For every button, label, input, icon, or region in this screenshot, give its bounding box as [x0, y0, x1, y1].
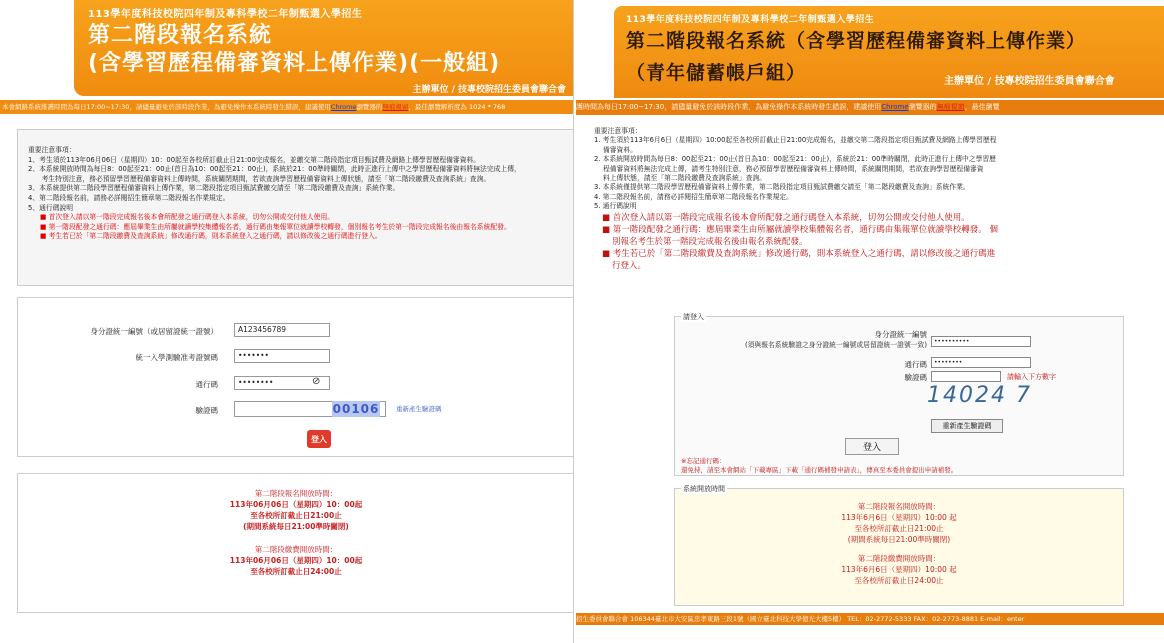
login-form: [17, 297, 574, 457]
id-number-label: 身分證統一編號: [874, 330, 927, 339]
login-button[interactable]: 登入: [307, 430, 331, 448]
notice-item: 1、考生須於113年06月06日（星期四）10：00起至各校所訂截止日21:00完成報名，並繳交第二階段指定項目甄試費及網路上傳學習歷程備審資料。: [28, 155, 481, 164]
marquee-text2: 瀏覽器的: [908, 103, 937, 111]
login-button[interactable]: 登入: [845, 438, 899, 455]
captcha-label: 驗證碼: [904, 373, 927, 382]
schedule-legend: 系統開放時間: [683, 485, 725, 493]
notice-bullet: ■ 首次登入請以第一階段完成報名後本會所配發之通行碼登入本系統，切勿公開或交付他人使用。: [40, 213, 335, 222]
notice-bullet: ■ 考生若已於「第二階段繳費及查詢系統」修改通行碼，則本系統登入之通行碼，請以修改後之通行碼進: [602, 248, 996, 259]
page-title-line2: (含學習歷程備審資料上傳作業)(一般組): [88, 51, 501, 76]
captcha-image: 14024 7: [927, 383, 1032, 408]
notice-item: 備審資料。: [594, 145, 637, 154]
notice-item: 5、通行碼說明: [28, 203, 74, 212]
registration-period-title: 第二階段報名開放時間：: [254, 489, 338, 498]
maintenance-marquee: [576, 100, 1164, 115]
passcode-label: 通行碼: [904, 360, 927, 369]
page-title-line2: （青年儲蓄帳戶組）: [626, 62, 807, 84]
id-number-input[interactable]: ••••••••••: [931, 336, 1031, 347]
registration-end: 至各校所訂截止日21:00止: [854, 524, 944, 533]
payment-start: 113年06月06日（星期四）10：00起: [229, 556, 363, 565]
captcha-hint: 請輸入下方數字: [1007, 373, 1056, 381]
captcha-label: 驗證碼: [195, 406, 218, 415]
registration-start: 113年06月06日（星期四）10：00起: [229, 500, 363, 509]
page-title-line1: 第二階段報名系統（含學習歷程備審資料上傳作業）: [626, 30, 1087, 52]
notice-heading: 重要注意事項：: [28, 146, 76, 154]
marquee-text2: 瀏覽器的: [356, 103, 383, 111]
login-fieldset: [674, 313, 1124, 476]
youth-savings-group-page: [576, 0, 1164, 643]
registration-start: 113年6月6日（星期四）10:00 起: [841, 513, 957, 522]
marquee-text: 本會網路系統維護時間為每日17:00~17:30，請儘量避免於該時段作業，為避免操作本系統時發生錯誤，建議使用: [2, 103, 331, 111]
notice-bullet: ■ 第一階段配發之通行碼：應屆畢業生由所屬就讀學校集體報名者，通行碼由集報單位就讀學校轉發。 個: [602, 224, 998, 235]
notice-bullet-cont: 別報名考生於第一階段完成報名後由報名系統配發。: [612, 236, 808, 247]
marquee-text3: ，最佳瀏覽: [964, 103, 1000, 111]
incognito-link[interactable]: 無痕視窗: [936, 103, 965, 111]
registration-note: (期間系統每日21:00準時關閉): [847, 535, 951, 544]
payment-start: 113年6月6日（星期四）10:00 起: [841, 565, 957, 574]
notice-item: 4、第二階段報名前，請務必詳閱招生簡章第二階段報名作業規定。: [28, 193, 230, 202]
payment-end: 至各校所訂截止日24:00止: [250, 567, 342, 576]
passcode-label: 通行碼: [195, 380, 218, 389]
notice-item: 4. 第二階段報名前，請務必詳閱招生簡章第二階段報名作業規定。: [594, 192, 793, 201]
passcode-input[interactable]: ••••••••: [234, 376, 330, 390]
id-number-input[interactable]: A123456789: [234, 323, 330, 337]
chrome-link[interactable]: Chrome: [881, 103, 909, 111]
notice-heading: 重要注意事項：: [594, 127, 642, 135]
notice-item: 考生特別注意，務必預留學習歷程備審資料上傳時間，系統關閉期間，若欲查詢學習歷程備審資料上傳狀態，請至「第二階段繳費及查詢系統」查詢。: [28, 174, 491, 183]
notice-item: 3、本系統提供第二階段學習歷程備審資料上傳作業，第二階段指定項目甄試費繳交請至「第二階段繳費及查詢」系統作業。: [28, 184, 400, 193]
payment-period-title: 第二階段繳費開放時間：: [857, 554, 941, 563]
payment-period-title: 第二階段繳費開放時間：: [254, 545, 338, 554]
schedule-box: [17, 473, 574, 613]
notice-item: 2、本系統開放時間為每日8：00起至21：00止(首日為10：00起至21：00止)，系統於21：00準時關閉，此時正進行上傳中之學習歷程備審資料將無法完成上傳，: [28, 165, 521, 174]
header-banner: [74, 0, 574, 96]
forgot-passcode-note: [681, 457, 957, 474]
contact-footer: 招生委員會聯合會 106344臺北市大安區忠孝東路三段1號（國立臺北科技大學億光大樓5樓） TEL：02-2772-5333 FAX：02-2773-8881 E-mail：enter: [576, 613, 1164, 625]
captcha-image: 00106: [332, 402, 380, 416]
marquee-text3: ，最佳瀏覽解析度為 1024 * 768: [408, 103, 506, 111]
notice-item: 2. 本系統開放時間為每日8：00起至21：00止(首日為10：00起至21：00止)，系統於21：00準時關閉，此時正進行上傳中之學習歷: [594, 155, 996, 164]
exam-number-label: 統一入學測驗准考證號碼: [135, 353, 218, 362]
id-number-label: 身分證統一編號（或居留證統一證號）: [90, 327, 218, 336]
banner-subtitle: 113學年度科技校院四年制及專科學校二年制甄選入學招生: [626, 15, 875, 25]
notice-item: 3. 本系統僅提供第二階段學習歷程備審資料上傳作業，第二階段指定項目甄試費繳交請至「第二階段繳費及查詢」系統作業。: [594, 183, 970, 192]
captcha-input[interactable]: [931, 371, 1001, 382]
passcode-input[interactable]: ••••••••: [931, 357, 1031, 368]
notice-item: 程備審資料將無法完成上傳，請考生特別注意，務必預留學習歷程備審資料上傳時間，系統關閉期間，若欲查詢學習歷程備審資: [594, 164, 984, 173]
forgot-title: ※忘記通行碼：: [681, 457, 726, 465]
schedule-fieldset: [674, 485, 1124, 606]
registration-period-title: 第二階段報名開放時間：: [857, 502, 941, 511]
notice-item: 料上傳狀態，請至「第二階段繳費及查詢系統」查詢。: [594, 174, 767, 183]
page-title-line1: 第二階段報名系統: [88, 23, 273, 48]
marquee-text: 護時間為每日17:00~17:30，請儘量避免於該時段作業，為避免操作本系統時發生錯誤，建議使用: [576, 103, 882, 111]
notice-bullet: ■ 首次登入請以第一階段完成報名後本會所配發之通行碼登入本系統，切勿公開或交付他人使用。: [602, 212, 970, 223]
banner-subtitle: 113學年度科技校院四年制及專科學校二年制甄選入學招生: [88, 9, 363, 20]
registration-end: 至各校所訂截止日21:00止: [250, 511, 342, 520]
refresh-captcha-link[interactable]: 重新產生驗證碼: [396, 405, 442, 413]
important-notice: [17, 129, 574, 286]
payment-end: 至各校所訂截止日24:00止: [854, 576, 944, 585]
notice-bullet: ■ 考生若已於「第二階段繳費及查詢系統」修改通行碼，則本系統登入之通行碼，請以修改後之通行碼進行登入。: [40, 232, 382, 241]
id-number-hint: (須與報名系統驗證之身分證統一編號或居留證統一證號一致): [744, 341, 927, 349]
header-banner: [614, 6, 1164, 98]
registration-note: (期間系統每日21:00準時關閉): [243, 522, 349, 531]
exam-number-input[interactable]: •••••••: [234, 349, 330, 363]
chrome-link[interactable]: Chrome: [330, 103, 357, 111]
notice-item: 1. 考生須於113年6月6日（星期四）10:00起至各校所訂截止日21:00完成報名，並繳交第二階段指定項目甄試費及網路上傳學習歷程: [594, 136, 997, 145]
important-notice: [594, 127, 1164, 307]
host-organization: 主辦單位 / 技專校院招生委員會聯合會: [412, 85, 566, 95]
notice-bullet-cont: 行登入。: [612, 260, 647, 271]
notice-bullet: ■ 第一階段配發之通行碼：應屆畢業生由所屬就讀學校集體報名者，通行碼由集報單位就讀學校轉發，個別報名考生於第一階段完成報名後由報名系統配發。: [40, 222, 511, 231]
notice-item: 5. 通行碼說明: [594, 202, 637, 211]
incognito-link[interactable]: 無痕視窗: [382, 103, 409, 111]
host-organization: 主辦單位 / 技專校院招生委員會聯合會: [944, 76, 1115, 87]
hide-password-icon[interactable]: ⊘: [312, 376, 321, 387]
refresh-captcha-button[interactable]: 重新產生驗證碼: [931, 419, 1003, 433]
forgot-text: 還免持，請至本會網站「下載專區」下載「通行碼補發申請表」，傳真至本委員會提出申請補發。: [681, 465, 958, 474]
login-legend: 請登入: [683, 313, 704, 321]
general-group-page: [0, 0, 574, 643]
maintenance-marquee: [0, 100, 574, 114]
